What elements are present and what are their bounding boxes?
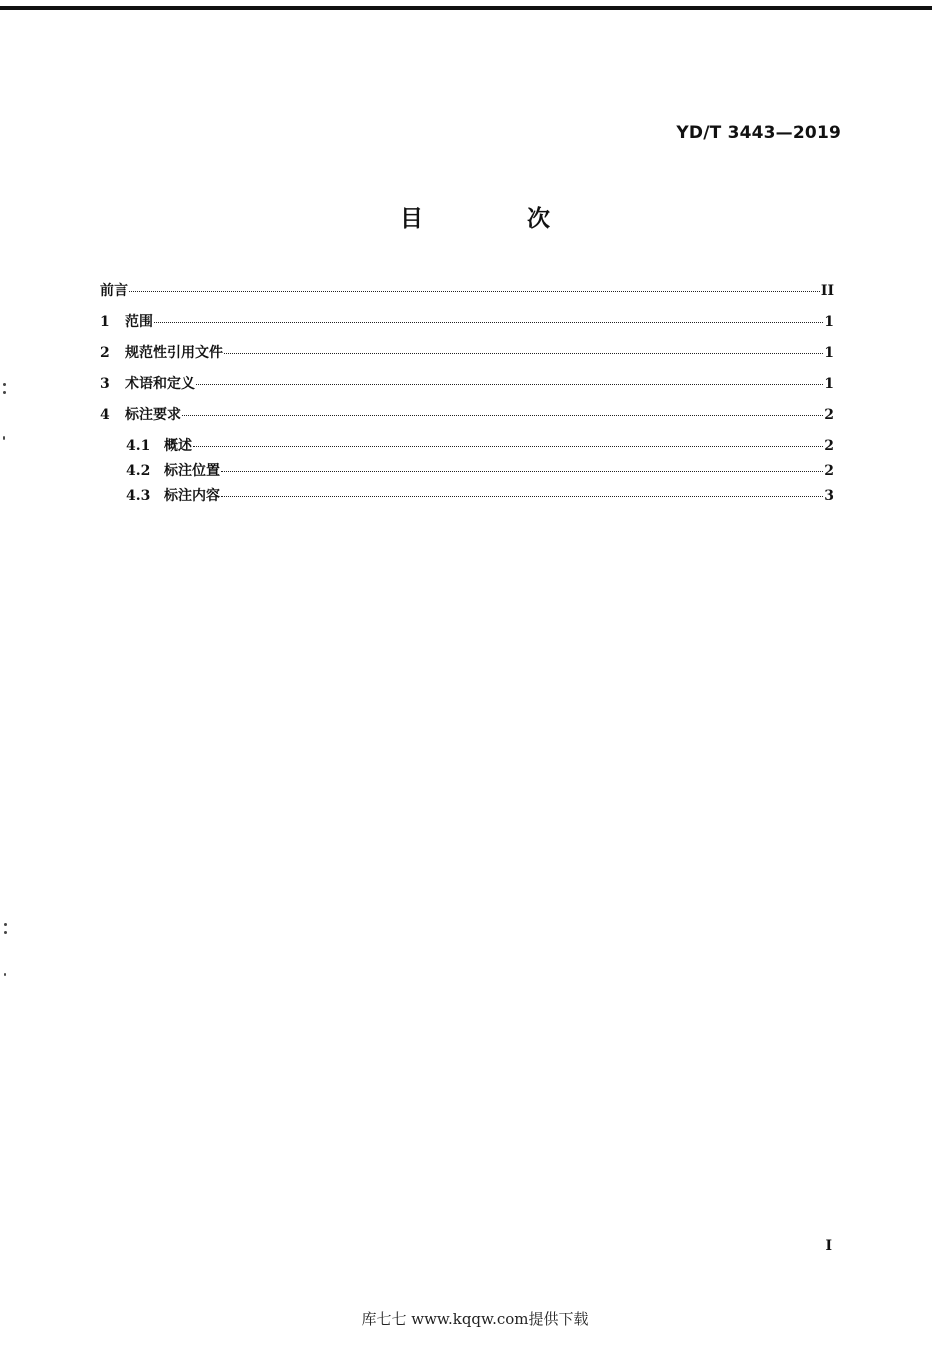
toc-entry-label: 范围 — [125, 314, 153, 330]
toc-entry-label: 标注内容 — [164, 488, 220, 504]
toc-entry-marking-requirements[interactable] — [100, 404, 834, 435]
scan-speck — [3, 383, 6, 386]
scan-speck — [3, 391, 6, 394]
footer-download-note: 库七七 www.kqqw.com提供下载 — [361, 1310, 589, 1328]
page-number: I — [825, 1238, 832, 1254]
toc-entry-label: 术语和定义 — [125, 376, 195, 392]
toc-entry-number: 4 — [100, 407, 110, 423]
toc-entry-page: 1 — [824, 345, 834, 361]
toc-entry-terms-definitions[interactable] — [100, 373, 834, 404]
toc-entry-page: 3 — [824, 488, 834, 504]
toc-entry-scope[interactable] — [100, 311, 834, 342]
scan-speck — [4, 973, 6, 976]
scan-speck — [3, 436, 5, 440]
dot-leader — [154, 322, 823, 323]
toc-entry-marking-position[interactable] — [100, 460, 834, 485]
dot-leader — [221, 496, 823, 497]
dot-leader — [129, 291, 820, 292]
dot-leader — [182, 415, 823, 416]
dot-leader — [221, 471, 823, 472]
toc-entry-label: 标注要求 — [125, 407, 181, 423]
dot-leader — [193, 446, 823, 447]
toc-entry-label: 标注位置 — [164, 463, 220, 479]
toc-entry-page: 2 — [824, 407, 834, 423]
top-rule — [0, 6, 932, 10]
toc-entry-foreword[interactable] — [100, 280, 834, 311]
toc-entry-page: 2 — [824, 438, 834, 454]
scan-speck — [4, 923, 7, 926]
toc-entry-label: 前言 — [100, 283, 128, 299]
toc-entry-number: 4.1 — [126, 438, 151, 454]
table-of-contents — [100, 280, 834, 510]
toc-entry-number: 4.2 — [126, 463, 151, 479]
toc-entry-number: 1 — [100, 314, 110, 330]
document-code: YD/T 3443—2019 — [676, 123, 841, 143]
toc-entry-page: 1 — [824, 314, 834, 330]
toc-entry-marking-content[interactable] — [100, 485, 834, 510]
toc-entry-number: 2 — [100, 345, 110, 361]
toc-entry-number: 4.3 — [126, 488, 151, 504]
dot-leader — [196, 384, 823, 385]
toc-entry-normative-references[interactable] — [100, 342, 834, 373]
toc-title: 目 次 — [399, 206, 598, 232]
toc-entry-label: 规范性引用文件 — [125, 345, 223, 361]
dot-leader — [224, 353, 823, 354]
toc-entry-page: II — [820, 283, 834, 299]
toc-entry-number: 3 — [100, 376, 110, 392]
scan-speck — [4, 931, 7, 934]
toc-entry-overview[interactable] — [100, 435, 834, 460]
toc-entry-page: 2 — [824, 463, 834, 479]
toc-entry-page: 1 — [824, 376, 834, 392]
toc-entry-label: 概述 — [164, 438, 192, 454]
